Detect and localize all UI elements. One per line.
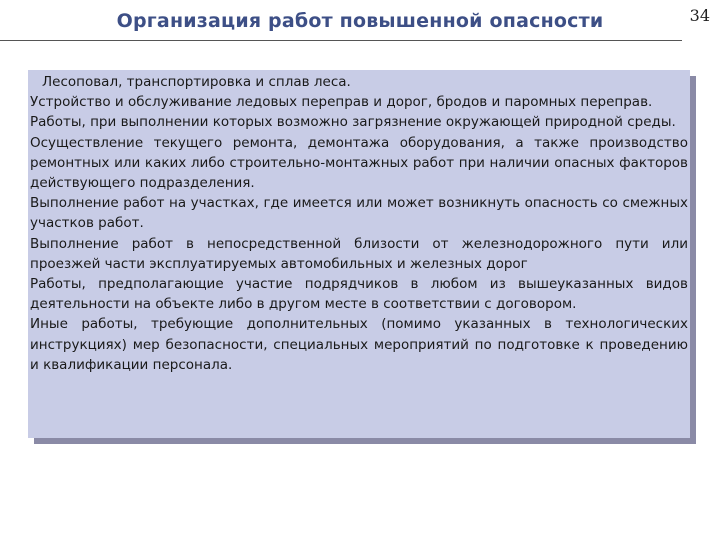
list-item: Выполнение работ в непосредственной близости от железнодорожного пути или проезжей части эксплуатируемых автомобильных и железных дорог: [30, 235, 688, 272]
list-item: Устройство и обслуживание ледовых переправ и дорог, бродов и паромных переправ.: [30, 94, 653, 111]
list-item: Выполнение работ на участках, где имеется или может возникнуть опасность со смежных участков работ.: [30, 195, 688, 232]
title-underline: [0, 40, 682, 41]
content-box: [28, 70, 690, 438]
list-item: Осуществление текущего ремонта, демонтажа оборудования, а также производство ремонтных или каких либо строительно-монтажных работ при наличии опасных факторов действующего подразделения.: [30, 134, 688, 192]
hazardous-work-list: [30, 72, 688, 375]
list-item: Лесоповал, транспортировка и сплав леса.: [42, 74, 351, 90]
page-number: 34: [689, 6, 710, 25]
list-item: Работы, предполагающие участие подрядчиков в любом из вышеуказанных видов деятельности на объекте либо в другом месте в соответствии с договором.: [30, 276, 688, 313]
slide-title: Организация работ повышенной опасности: [116, 10, 604, 32]
list-item: Иные работы, требующие дополнительных (помимо указанных в технологических инструкциях) мер безопасности, специальных мероприятий по подготовке к проведению и квалификации персонала.: [30, 316, 688, 373]
list-item: Работы, при выполнении которых возможно загрязнение окружающей природной среды.: [30, 114, 676, 131]
